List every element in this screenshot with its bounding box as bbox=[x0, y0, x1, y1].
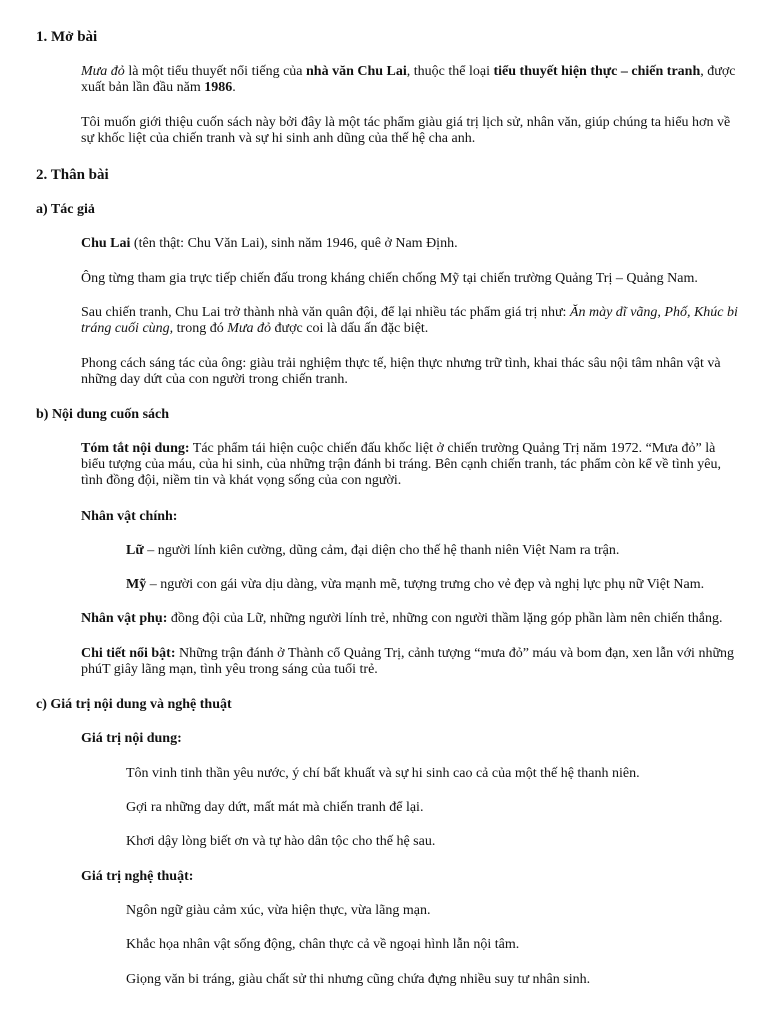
text-span: trong đó bbox=[173, 321, 228, 336]
notable-details bbox=[81, 646, 741, 678]
text-span: . bbox=[232, 80, 236, 95]
main-characters-label: Nhân vật chính: bbox=[81, 509, 178, 524]
text-span: – người lính kiên cường, dũng cảm, đại diện cho thế hệ thanh niên Việt Nam ra trận. bbox=[143, 543, 620, 558]
text-span: , thuộc thể loại bbox=[406, 64, 494, 79]
text-span: , được xuất bản lần đầu năm bbox=[81, 64, 736, 95]
side-characters-label: Nhân vật phụ: bbox=[81, 611, 168, 626]
text-span: Những trận đánh ở Thành cổ Quảng Trị, cảnh tượng “mưa đỏ” máu và bom đạn, xen lẫn với những phúT giây lãng mạn, tình yêu trong sáng của tuổi trẻ. bbox=[81, 646, 735, 677]
text-span: đồng đội của Lữ, những người lính trẻ, những con người thầm lặng góp phần làm nên chiến thắng. bbox=[167, 611, 723, 626]
intro-paragraph-1 bbox=[81, 64, 741, 96]
heading-than-bai: 2. Thân bài bbox=[36, 167, 109, 183]
text-span: Sau chiến tranh, Chu Lai trở thành nhà văn quân đội, để lại nhiều tác phẩm giá trị như: bbox=[81, 305, 570, 320]
author-paragraph-4: Phong cách sáng tác của ông: giàu trải nghiệm thực tế, hiện thực nhưng trữ tình, khai thác sâu nội tâm nhân vật và những day dứt của con người trong chiến tranh. bbox=[81, 356, 721, 387]
author-name: Chu Lai bbox=[81, 236, 131, 251]
author-paragraph-1 bbox=[81, 236, 741, 252]
heading-tac-gia: a) Tác giả bbox=[36, 202, 95, 217]
content-value-item: Tôn vinh tinh thần yêu nước, ý chí bất khuất và sự hi sinh cao cả của một thế hệ thanh niên. bbox=[126, 766, 640, 781]
art-value-item: Khắc họa nhân vật sống động, chân thực cả về ngoại hình lẫn nội tâm. bbox=[126, 937, 520, 952]
side-characters bbox=[81, 611, 741, 627]
summary-label: Tóm tắt nội dung: bbox=[81, 441, 190, 456]
book-title: Mưa đỏ bbox=[81, 64, 125, 79]
works-list: Ăn mày dĩ vãng, Phố, Khúc bi tráng cuối cùng, bbox=[81, 305, 738, 336]
character-my bbox=[126, 577, 736, 593]
genre: tiểu thuyết hiện thực – chiến tranh bbox=[493, 64, 701, 79]
heading-gia-tri: c) Giá trị nội dung và nghệ thuật bbox=[36, 697, 232, 712]
author-paragraph-2: Ông từng tham gia trực tiếp chiến đấu trong kháng chiến chống Mỹ tại chiến trường Quảng Trị – Quảng Nam. bbox=[81, 271, 698, 286]
book-title: Mưa đỏ bbox=[227, 321, 272, 336]
character-name: Lữ bbox=[126, 543, 144, 558]
summary-paragraph bbox=[81, 441, 741, 489]
intro-paragraph-2: Tôi muốn giới thiệu cuốn sách này bởi đây là một tác phẩm giàu giá trị lịch sử, nhân văn, giúp chúng ta hiểu hơn về sự khốc liệt của chiến tranh và sự hi sinh anh dũng của thế hệ cha anh. bbox=[81, 115, 731, 146]
heading-mo-bai: 1. Mở bài bbox=[36, 29, 98, 45]
text-span: là một tiểu thuyết nổi tiếng của bbox=[124, 64, 306, 79]
heading-noi-dung: b) Nội dung cuốn sách bbox=[36, 407, 170, 422]
art-value-item: Ngôn ngữ giàu cảm xúc, vừa hiện thực, vừa lãng mạn. bbox=[126, 903, 431, 918]
character-lu bbox=[126, 543, 736, 559]
text-span: – người con gái vừa dịu dàng, vừa mạnh mẽ, tượng trưng cho vẻ đẹp và nghị lực phụ nữ Việt Nam. bbox=[146, 577, 705, 592]
content-value-item: Gợi ra những day dứt, mất mát mà chiến tranh để lại. bbox=[126, 800, 424, 815]
character-name: Mỹ bbox=[126, 577, 147, 592]
content-value-label: Giá trị nội dung: bbox=[81, 731, 182, 746]
publish-year: 1986 bbox=[204, 80, 233, 95]
author-name: nhà văn Chu Lai bbox=[306, 64, 407, 79]
text-span: (tên thật: Chu Văn Lai), sinh năm 1946, quê ở Nam Định. bbox=[130, 236, 458, 251]
art-value-label: Giá trị nghệ thuật: bbox=[81, 869, 194, 884]
art-value-item: Giọng văn bi tráng, giàu chất sử thi nhưng cũng chứa đựng nhiều suy tư nhân sinh. bbox=[126, 972, 591, 987]
text-span: Tác phẩm tái hiện cuộc chiến đấu khốc liệt ở chiến trường Quảng Trị năm 1972. “Mưa đỏ” là biểu tượng của máu, của hi sinh, của những trận đánh bi tráng. Bên cạnh chiến tranh, tác phẩm còn kể về tình yêu, tình đồng đội, niềm tin và khát vọng sống của con người. bbox=[81, 441, 721, 488]
text-span: được coi là dấu ấn đặc biệt. bbox=[271, 321, 429, 336]
notable-details-label: Chi tiết nổi bật: bbox=[81, 646, 176, 661]
content-value-item: Khơi dậy lòng biết ơn và tự hào dân tộc cho thế hệ sau. bbox=[126, 834, 436, 849]
author-paragraph-3 bbox=[81, 305, 741, 337]
